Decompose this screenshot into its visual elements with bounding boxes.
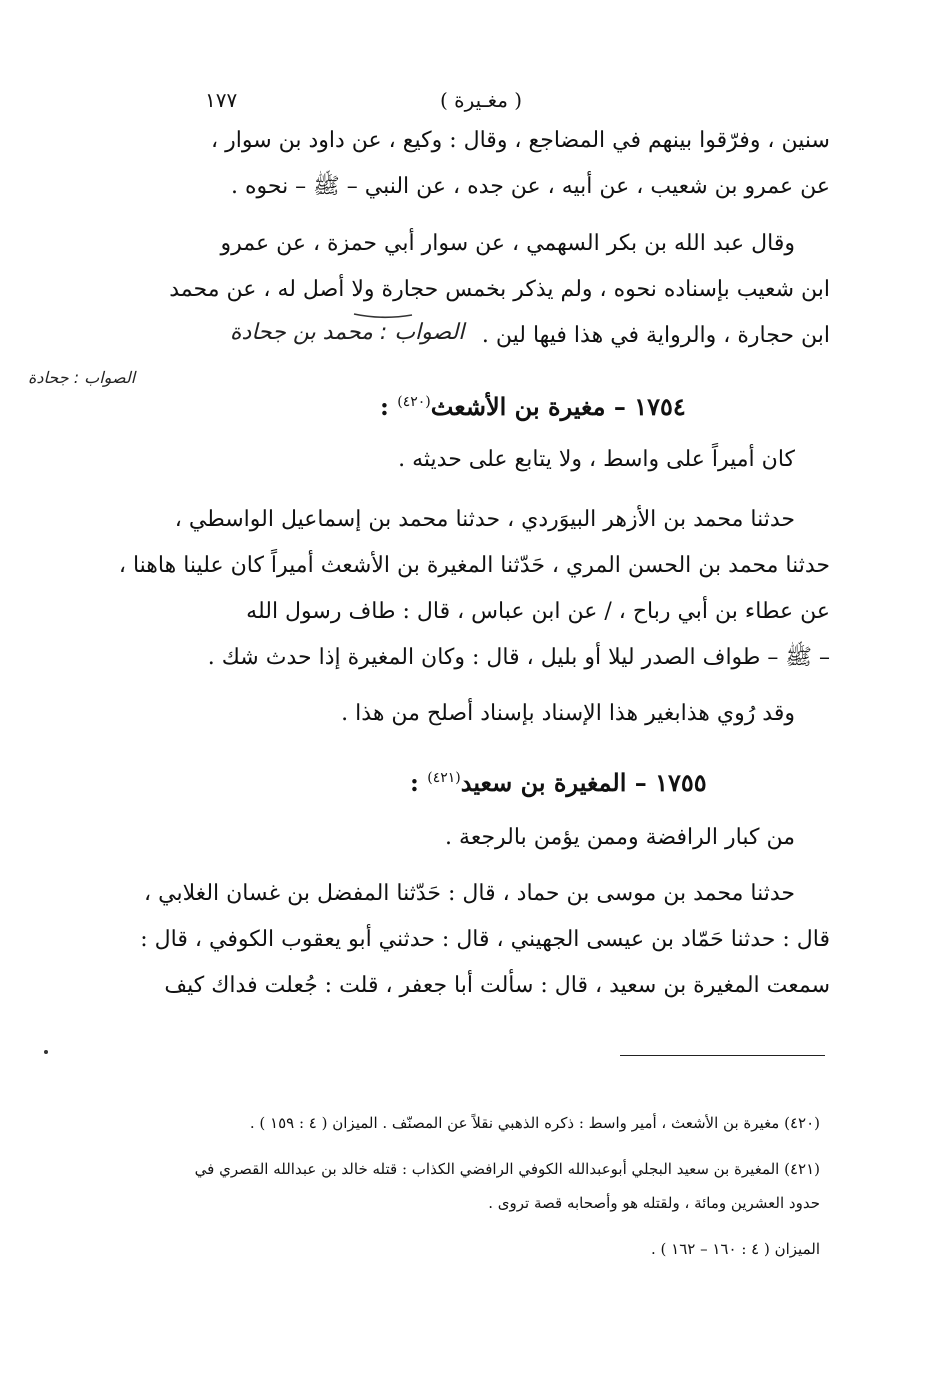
footnote-421-source: الميزان ( ٤ : ١٦٠ – ١٦٢ ) . [651, 1240, 820, 1258]
entry-heading-1754: ١٧٥٤ – مغيرة بن الأشعث$^{(٤٢٠)}$ : [380, 392, 686, 421]
body-line: وقد رُوي هذابغير هذا الإسناد بإسناد أصلح من هذا . [341, 701, 795, 726]
entry-heading-1755: ١٧٥٥ – المغيرة بن سعيد$^{(٤٢١)}$ : [410, 768, 707, 797]
body-line: من كبار الرافضة وممن يؤمن بالرجعة . [445, 825, 795, 850]
body-line: ابن شعيب بإسناده نحوه ، ولم يذكر بخمس حجارة ولا أصل له ، عن محمد [169, 277, 830, 302]
entry-colon: : [380, 392, 389, 421]
footnote-421-cont: حدود العشرين ومائة ، ولقتله هو وأصحابه قصة تروى . [488, 1194, 820, 1212]
body-line: سنين ، وفرّقوا بينهم في المضاجع ، وقال : وكيع ، عن داود بن سوار ، [211, 128, 830, 153]
footnote-420: (٤٢٠) مغيرة بن الأشعث ، أمير واسط : ذكره الذهبي نقلاً عن المصنّف . الميزان ( ٤ : ١٥٩ ) . [249, 1114, 820, 1132]
footnote-421: (٤٢١) المغيرة بن سعيد البجلي أبوعبدالله الكوفي الرافضي الكذاب : قتله خالد بن عبدالله القصري في [194, 1160, 820, 1178]
body-line: قال : حدثنا حَمّاد بن عيسى الجهيني ، قال : حدثني أبو يعقوب الكوفي ، قال : [140, 927, 830, 952]
stray-mark [44, 1050, 48, 1054]
footnote-separator [620, 1055, 825, 1056]
body-line: حدثنا محمد بن موسى بن حماد ، قال : حَدّثنا المفضل بن غسان الغلابي ، [144, 881, 795, 906]
entry-number: ١٧٥٤ [634, 392, 686, 421]
running-title: ( مغـيرة ) [440, 88, 523, 112]
entry-number: ١٧٥٥ [655, 768, 707, 797]
margin-note: الصواب : جحادة [28, 368, 136, 387]
body-line: حدثنا محمد بن الحسن المري ، حَدّثنا المغيرة بن الأشعث أميراً كان علينا هاهنا ، [118, 553, 830, 578]
body-line: سمعت المغيرة بن سعيد ، قال : سألت أبا جعفر ، قلت : جُعلت فداك كيف [164, 973, 830, 998]
body-line: كان أميراً على واسط ، ولا يتابع على حديثه . [398, 447, 795, 472]
body-line: حدثنا محمد بن الأزهر البيوَردي ، حدثنا محمد بن إسماعيل الواسطي ، [174, 507, 795, 532]
body-line: – ﷺ – طواف الصدر ليلا أو بليل ، قال : وكان المغيرة إذا حدث شك . [207, 645, 830, 670]
entry-name: المغيرة بن سعيد [460, 768, 627, 797]
body-line: عن عمرو بن شعيب ، عن أبيه ، عن جده ، عن النبي – ﷺ – نحوه . [230, 174, 830, 199]
body-line: عن عطاء بن أبي رباح ، / عن ابن عباس ، قال : طاف رسول الله [246, 599, 830, 624]
body-line: ابن حجارة ، والرواية في هذا فيها لين . [481, 323, 830, 348]
entry-colon: : [410, 768, 419, 797]
handwritten-correction: الصواب : محمد بن جحادة [230, 320, 465, 345]
entry-name: مغيرة بن الأشعث [430, 392, 606, 421]
footnote-ref: (٤٢٠) [397, 394, 431, 410]
page-number: ١٧٧ [205, 88, 238, 112]
body-line: وقال عبد الله بن بكر السهمي ، عن سوار أبي حمزة ، عن عمرو [220, 231, 795, 256]
footnote-ref: (٤٢١) [427, 770, 461, 786]
